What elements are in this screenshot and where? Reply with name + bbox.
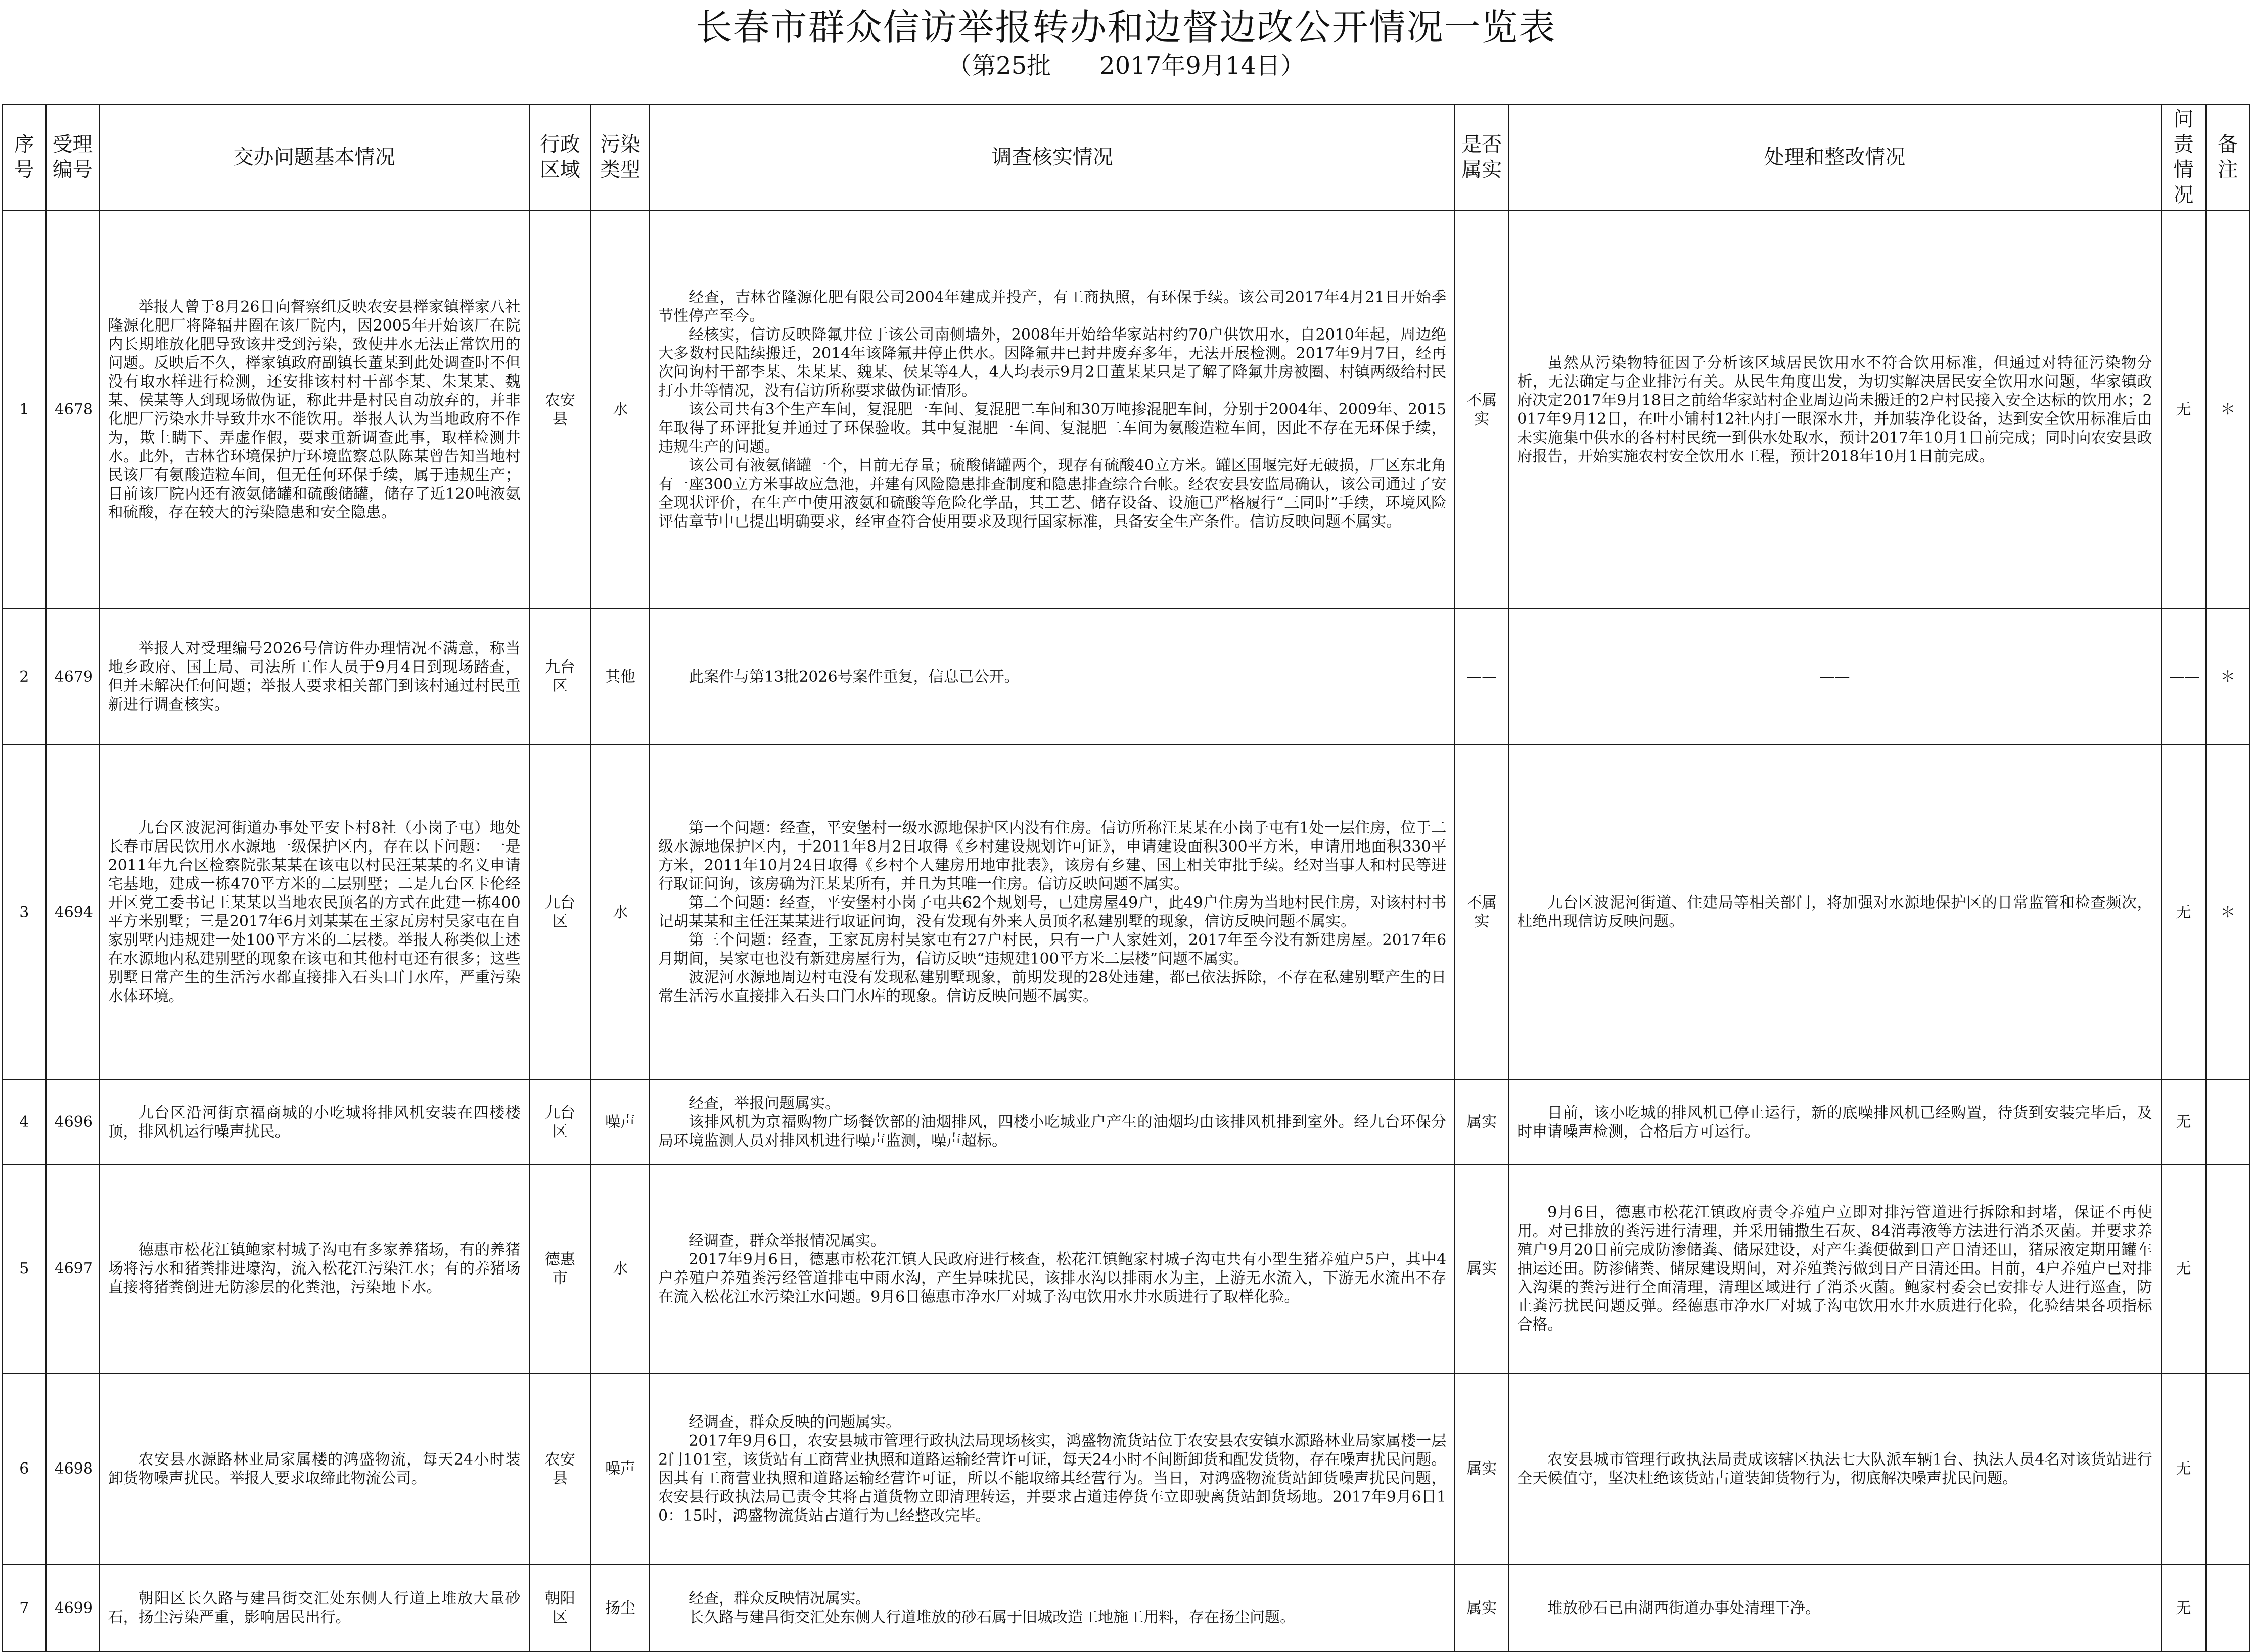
cell-investigation-paragraph: 经查，举报问题属实。: [688, 1095, 841, 1112]
cell-accountability: 无: [2161, 1565, 2207, 1651]
cell-pollution: 噪声: [591, 1373, 650, 1565]
cell-handling-paragraph: 9月6日，德惠市松花江镇政府责令养殖户立即对排污管道进行拆除和封堵，保证不再使用。对已排放的粪污进行清理，并采用铺撒生石灰、84消毒液等方法进行消杀灭菌。并要求养殖户9月20日前完成防渗储粪、储尿建设，对产生粪便做到日产日清还田，猪尿液定期用罐车抽运还田。防渗储粪、储尿建设期间，对养殖粪污做到日产日清还田。目前，4户养殖户已对排入沟渠的粪污进行全面清理，清理区域进行了消杀灭菌。鲍家村委会已安排专人进行巡查，防止粪污扰民问题反弹。经德惠市净水厂对城子沟屯饮用水井水质进行化验，化验结果各项指标合格。: [1517, 1204, 2152, 1334]
cell-region: 农安县: [529, 1373, 591, 1565]
cell-accountability: 无: [2161, 1373, 2207, 1565]
cell-verified: ——: [1455, 609, 1508, 744]
table-row: [3, 1080, 2249, 1164]
header-remark: 备注: [2206, 104, 2249, 210]
cell-handling: [1508, 1080, 2161, 1164]
cell-handling-paragraph: 堆放砂石已由湖西街道办事处清理干净。: [1547, 1599, 1821, 1617]
cell-investigation-paragraph: 波泥河水源地周边村屯没有发现私建别墅现象，前期发现的28处违建，都已依法拆除，不存在私建别墅产生的日常生活污水直接排入石头口门水库的现象。信访反映问题不属实。: [658, 969, 1447, 1005]
table-body: [3, 210, 2249, 1651]
cell-investigation: [650, 1565, 1455, 1651]
cell-issue: [100, 1373, 529, 1565]
cell-investigation: [650, 210, 1455, 609]
cell-investigation: [650, 1164, 1455, 1373]
cell-seq: 6: [3, 1373, 46, 1565]
cell-verified: 不属实: [1455, 210, 1508, 609]
cell-code: 4698: [46, 1373, 100, 1565]
cell-remark: [2206, 1565, 2249, 1651]
cell-investigation-paragraph: 此案件与第13批2026号案件重复，信息已公开。: [688, 668, 1020, 686]
cell-region: 农安县: [529, 210, 591, 609]
cell-accountability: 无: [2161, 210, 2207, 609]
cell-investigation-paragraph: 经调查，群众举报情况属实。: [688, 1232, 886, 1250]
cell-investigation-paragraph: 第二个问题：经查，平安堡村小岗子屯共62个规划号，已建房屋49户，此49户住房为当地村民住房，对该村村书记胡某某和主任汪某某进行取证问询，没有发现有外来人员顶名私建别墅的现象，信访反映问题不属实。: [658, 894, 1447, 930]
cell-handling: [1508, 1565, 2161, 1651]
cell-investigation-paragraph: 经查，吉林省隆源化肥有限公司2004年建成并投产，有工商执照，有环保手续。该公司2017年4月21日开始季节性停产至今。: [658, 289, 1447, 325]
cell-investigation-paragraph: 第一个问题：经查，平安堡村一级水源地保护区内没有住房。信访所称汪某某在小岗子屯有1处一层住房，位于二级水源地保护区内，于2011年8月2日取得《乡村建设规划许可证》，申请建设面积300平方米，申请用地面积330平方米，2011年10月24日取得《乡村个人建房用地审批表》，该房有乡建、国土相关审批手续。经对当事人和村民等进行取证问询，该房确为汪某某所有，并且为其唯一住房。信访反映问题不属实。: [658, 819, 1447, 893]
cell-code: 4699: [46, 1565, 100, 1651]
cell-issue: [100, 1080, 529, 1164]
cell-accountability: 无: [2161, 744, 2207, 1080]
cell-code: 4679: [46, 609, 100, 744]
cell-region: 九台区: [529, 744, 591, 1080]
cell-seq: 1: [3, 210, 46, 609]
cell-accountability: 无: [2161, 1080, 2207, 1164]
table-row: [3, 1164, 2249, 1373]
cell-issue-paragraph: 九台区波泥河街道办事处平安卜村8社（小岗子屯）地处长春市居民饮用水水源地一级保护区内，存在以下问题：一是2011年九台区检察院张某某在该屯以村民汪某某的名义申请宅基地，建成一栋470平方米的二层别墅；二是九台区卡伦经开区党工委书记王某某以当地农民顶名的方式在此建一栋400平方米别墅；三是2017年6月刘某某在王家瓦房村吴家屯在自家别墅内违规建一处100平方米的二层楼。举报人称类似上述在水源地内私建别墅的现象在该屯和其他村屯还有很多；这些别墅日常产生的生活污水都直接排入石头口门水库，严重污染水体环境。: [108, 819, 521, 1005]
header-seq: 序号: [3, 104, 46, 210]
table-row: [3, 744, 2249, 1080]
header-investigation: 调查核实情况: [650, 104, 1455, 210]
header-handling: 处理和整改情况: [1508, 104, 2161, 210]
header-pollution: 污染类型: [591, 104, 650, 210]
cell-handling-paragraph: 九台区波泥河街道、住建局等相关部门，将加强对水源地保护区的日常监管和检查频次，杜绝出现信访反映问题。: [1517, 894, 2152, 930]
cell-remark: ＊: [2206, 609, 2249, 744]
header-verified: 是否属实: [1455, 104, 1508, 210]
cell-seq: 2: [3, 609, 46, 744]
cell-verified: 属实: [1455, 1080, 1508, 1164]
cell-handling: [1508, 1164, 2161, 1373]
cell-handling: [1508, 744, 2161, 1080]
cell-seq: 7: [3, 1565, 46, 1651]
cell-seq: 5: [3, 1164, 46, 1373]
header-region: 行政区域: [529, 104, 591, 210]
cell-investigation-paragraph: 2017年9月6日，德惠市松花江镇人民政府进行核查，松花江镇鲍家村城子沟屯共有小型生猪养殖户5户，其中4户养殖户养殖粪污经管道排屯中雨水沟，产生异味扰民，该排水沟以排雨水为主，上游无水流入，下游无水流出不存在流入松花江水污染江水问题。9月6日德惠市净水厂对城子沟屯饮用水井水质进行了取样化验。: [658, 1250, 1447, 1306]
cell-region: 朝阳区: [529, 1565, 591, 1651]
cell-verified: 属实: [1455, 1565, 1508, 1651]
table-row: [3, 1373, 2249, 1565]
cell-investigation: [650, 1373, 1455, 1565]
cell-issue-paragraph: 德惠市松花江镇鲍家村城子沟屯有多家养猪场，有的养猪场将污水和猪粪排进壕沟，流入松花江污染江水；有的养猪场直接将猪粪倒进无防渗层的化粪池，污染地下水。: [108, 1241, 521, 1296]
cell-region: 德惠市: [529, 1164, 591, 1373]
header-code: 受理编号: [46, 104, 100, 210]
cell-investigation-paragraph: 长久路与建昌街交汇处东侧人行道堆放的砂石属于旧城改造工地施工用料，存在扬尘问题。: [688, 1609, 1296, 1626]
table-row: [3, 210, 2249, 609]
cell-issue: [100, 744, 529, 1080]
cell-handling-paragraph: 农安县城市管理行政执法局责成该辖区执法七大队派车辆1台、执法人员4名对该货站进行全天候值守，坚决杜绝该货站占道装卸货物行为，彻底解决噪声扰民问题。: [1517, 1450, 2152, 1487]
cell-remark: [2206, 1373, 2249, 1565]
cell-accountability: ——: [2161, 609, 2207, 744]
table-row: [3, 609, 2249, 744]
header-row: [3, 104, 2249, 210]
header-accountability: 问责情况: [2161, 104, 2207, 210]
header-issue: 交办问题基本情况: [100, 104, 529, 210]
cell-pollution: 噪声: [591, 1080, 650, 1164]
cell-region: 九台区: [529, 1080, 591, 1164]
report-table: [2, 104, 2250, 1652]
cell-issue-paragraph: 九台区沿河街京福商城的小吃城将排风机安装在四楼楼顶，排风机运行噪声扰民。: [108, 1104, 521, 1141]
cell-remark: ＊: [2206, 210, 2249, 609]
cell-remark: [2206, 1080, 2249, 1164]
cell-investigation-paragraph: 该排风机为京福购物广场餐饮部的油烟排风，四楼小吃城业户产生的油烟均由该排风机排到室外。经九台环保分局环境监测人员对排风机进行噪声监测，噪声超标。: [658, 1113, 1447, 1150]
cell-remark: [2206, 1164, 2249, 1373]
cell-seq: 3: [3, 744, 46, 1080]
table-row: [3, 1565, 2249, 1651]
cell-issue: [100, 210, 529, 609]
cell-investigation-paragraph: 经查，群众反映情况属实。: [688, 1590, 871, 1608]
cell-pollution: 水: [591, 1164, 650, 1373]
cell-handling: [1508, 210, 2161, 609]
cell-issue-paragraph: 朝阳区长久路与建昌街交汇处东侧人行道上堆放大量砂石，扬尘污染严重，影响居民出行。: [108, 1590, 521, 1626]
cell-handling: ——: [1508, 609, 2161, 744]
cell-handling-paragraph: 虽然从污染物特征因子分析该区域居民饮用水不符合饮用标准，但通过对特征污染物分析，无法确定与企业排污有关。从民生角度出发，为切实解决居民安全饮用水问题，华家镇政府决定2017年9月18日之前给华家站村企业周边尚未搬迁的2户村民接入安全达标的饮用水；2017年9月12日，在叶小铺村12社内打一眼深水井，并加装净化设备，达到安全饮用标准后由未实施集中供水的各村村民统一到供水处取水，预计2017年10月1日前完成；同时向农安县政府报告，开始实施农村安全饮用水工程，预计2018年10月1日前完成。: [1517, 354, 2152, 465]
cell-verified: 不属实: [1455, 744, 1508, 1080]
page-subtitle: （第25批 2017年9月14日）: [947, 52, 1305, 80]
cell-investigation: [650, 609, 1455, 744]
cell-issue-paragraph: 农安县水源路林业局家属楼的鸿盛物流，每天24小时装卸货物噪声扰民。举报人要求取缔此物流公司。: [108, 1450, 521, 1487]
cell-issue: [100, 609, 529, 744]
cell-verified: 属实: [1455, 1373, 1508, 1565]
cell-pollution: 水: [591, 744, 650, 1080]
cell-investigation: [650, 744, 1455, 1080]
cell-code: 4697: [46, 1164, 100, 1373]
cell-investigation: [650, 1080, 1455, 1164]
page-title: 长春市群众信访举报转办和边督边改公开情况一览表: [696, 6, 1556, 49]
cell-issue-paragraph: 举报人对受理编号2026号信访件办理情况不满意，称当地乡政府、国土局、司法所工作人员于9月4日到现场踏查，但并未解决任何问题；举报人要求相关部门到该村通过村民重新进行调查核实。: [108, 640, 521, 714]
cell-investigation-paragraph: 第三个问题：经查，王家瓦房村吴家屯有27户村民，只有一户人家姓刘，2017年至今没有新建房屋。2017年6月期间，吴家屯也没有新建房屋行为，信访反映“违规建100平方米二层楼”问题不属实。: [658, 931, 1447, 968]
cell-code: 4678: [46, 210, 100, 609]
cell-investigation-paragraph: 经调查，群众反映的问题属实。: [688, 1413, 901, 1431]
cell-investigation-paragraph: 该公司共有3个生产车间，复混肥一车间、复混肥二车间和30万吨掺混肥车间，分别于2004年、2009年、2015年取得了环评批复并通过了环保验收。其中复混肥一车间、复混肥二车间为氨酸造粒车间，因此不存在无环保手续，违规生产的问题。: [658, 401, 1447, 456]
cell-issue: [100, 1164, 529, 1373]
cell-pollution: 其他: [591, 609, 650, 744]
cell-investigation-paragraph: 2017年9月6日，农安县城市管理行政执法局现场核实，鸿盛物流货站位于农安县农安镇水源路林业局家属楼一层2门101室，该货站有工商营业执照和道路运输经营许可证，每天24小时不间断卸货和配发货物，存在噪声扰民问题。因其有工商营业执照和道路运输经营许可证，所以不能取缔其经营行为。当日，对鸿盛物流货站卸货噪声扰民问题，农安县行政执法局已责令其将占道货物立即清理转运，并要求占道违停货车立即驶离货站卸货场地。2017年9月6日10：15时，鸿盛物流货站占道行为已经整改完毕。: [658, 1432, 1447, 1525]
cell-issue-paragraph: 举报人曾于8月26日向督察组反映农安县榉家镇榉家八社隆源化肥厂将降辐井圈在该厂院内，因2005年开始该厂在院内长期堆放化肥导致该井受到污染，致使井水无法正常饮用的问题。反映后不久，榉家镇政府副镇长董某到此处调查时不但没有取水样进行检测，还安排该村村干部李某、朱某某、魏某、侯某等人到现场做伪证，称此井是村民自动放弃的，并非化肥厂污染水井导致井水不能饮用。举报人认为当地政府不作为，欺上瞒下、弄虚作假，要求重新调查此事，取样检测井水。此外，吉林省环境保护厅环境监察总队陈某曾告知当地村民该厂有氨酸造粒车间，但无任何环保手续，属于违规生产；目前该厂院内还有液氨储罐和硫酸储罐，储存了近120吨液氨和硫酸，存在较大的污染隐患和安全隐患。: [108, 298, 521, 522]
cell-accountability: 无: [2161, 1164, 2207, 1373]
cell-pollution: 水: [591, 210, 650, 609]
cell-investigation-paragraph: 该公司有液氨储罐一个，目前无存量；硫酸储罐两个，现存有硫酸40立方米。罐区围堰完好无破损，厂区东北角有一座300立方米事故应急池，并建有风险隐患排查制度和隐患排查综合台帐。经农安县安监局确认，该公司通过了安全现状评价，在生产中使用液氨和硫酸等危险化学品，其工艺、储存设备、设施已严格履行“三同时”手续，环境风险评估章节中已提出明确要求，经审查符合使用要求及现行国家标准，具备安全生产条件。信访反映问题不属实。: [658, 457, 1447, 531]
cell-region: 九台区: [529, 609, 591, 744]
cell-issue: [100, 1565, 529, 1651]
cell-remark: ＊: [2206, 744, 2249, 1080]
cell-investigation-paragraph: 经核实，信访反映降氟井位于该公司南侧墙外，2008年开始给华家站村约70户供饮用水，自2010年起，周边绝大多数村民陆续搬迁，2014年该降氟井停止供水。因降氟井已封井废弃多年，无法开展检测。2017年9月7日，经再次问询村干部李某、朱某某、魏某、侯某等4人，4人均表示9月2日董某某只是了解了降氟井房被圈、村镇两级给村民打小井等情况，没有信访所称要求做伪证情形。: [658, 326, 1447, 400]
cell-handling-paragraph: 目前，该小吃城的排风机已停止运行，新的底噪排风机已经购置，待货到安装完毕后，及时申请噪声检测，合格后方可运行。: [1517, 1104, 2152, 1141]
cell-pollution: 扬尘: [591, 1565, 650, 1651]
cell-verified: 属实: [1455, 1164, 1508, 1373]
cell-handling: [1508, 1373, 2161, 1565]
cell-code: 4694: [46, 744, 100, 1080]
cell-seq: 4: [3, 1080, 46, 1164]
cell-code: 4696: [46, 1080, 100, 1164]
